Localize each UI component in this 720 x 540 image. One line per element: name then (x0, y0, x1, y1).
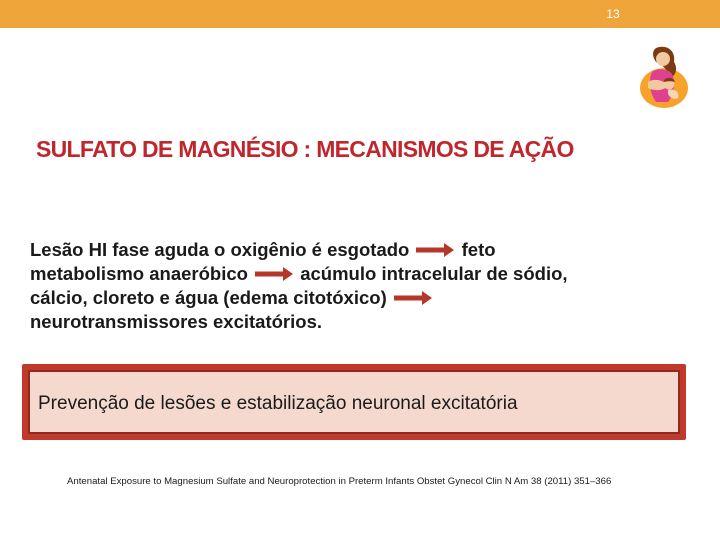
body-line-1 (30, 238, 680, 262)
conclusion-text: Prevenção de lesões e estabilização neuronal excitatória (38, 393, 518, 414)
body-line-3 (30, 286, 680, 310)
right-arrow-icon (255, 267, 293, 281)
body-line-1-after: feto (461, 239, 496, 260)
right-arrow-icon (394, 291, 432, 305)
body-line-2-before: metabolismo anaeróbico (30, 263, 248, 284)
body-line-1-before: Lesão HI fase aguda o oxigênio é esgotado (30, 239, 410, 260)
body-line-3-before: cálcio, cloreto e água (edema citotóxico) (30, 287, 387, 308)
slide-title: SULFATO DE MAGNÉSIO : MECANISMOS DE AÇÃO (36, 136, 574, 162)
right-arrow-icon (416, 243, 454, 257)
mother-and-baby-icon (638, 42, 690, 110)
body-line-4 (30, 310, 680, 334)
body-line-2 (30, 262, 680, 286)
body-line-4-before: neurotransmissores excitatórios. (30, 311, 322, 332)
page-number: 13 (606, 7, 620, 21)
top-bar (0, 0, 720, 28)
body-line-2-after: acúmulo intracelular de sódio, (300, 263, 568, 284)
conclusion-inner (28, 370, 680, 434)
conclusion-box (22, 364, 686, 440)
reference-citation: Antenatal Exposure to Magnesium Sulfate and Neuroprotection in Preterm Infants Obstet Gynecol Clin N Am 38 (2011) 351–366 (67, 476, 612, 487)
body-text (30, 238, 680, 334)
